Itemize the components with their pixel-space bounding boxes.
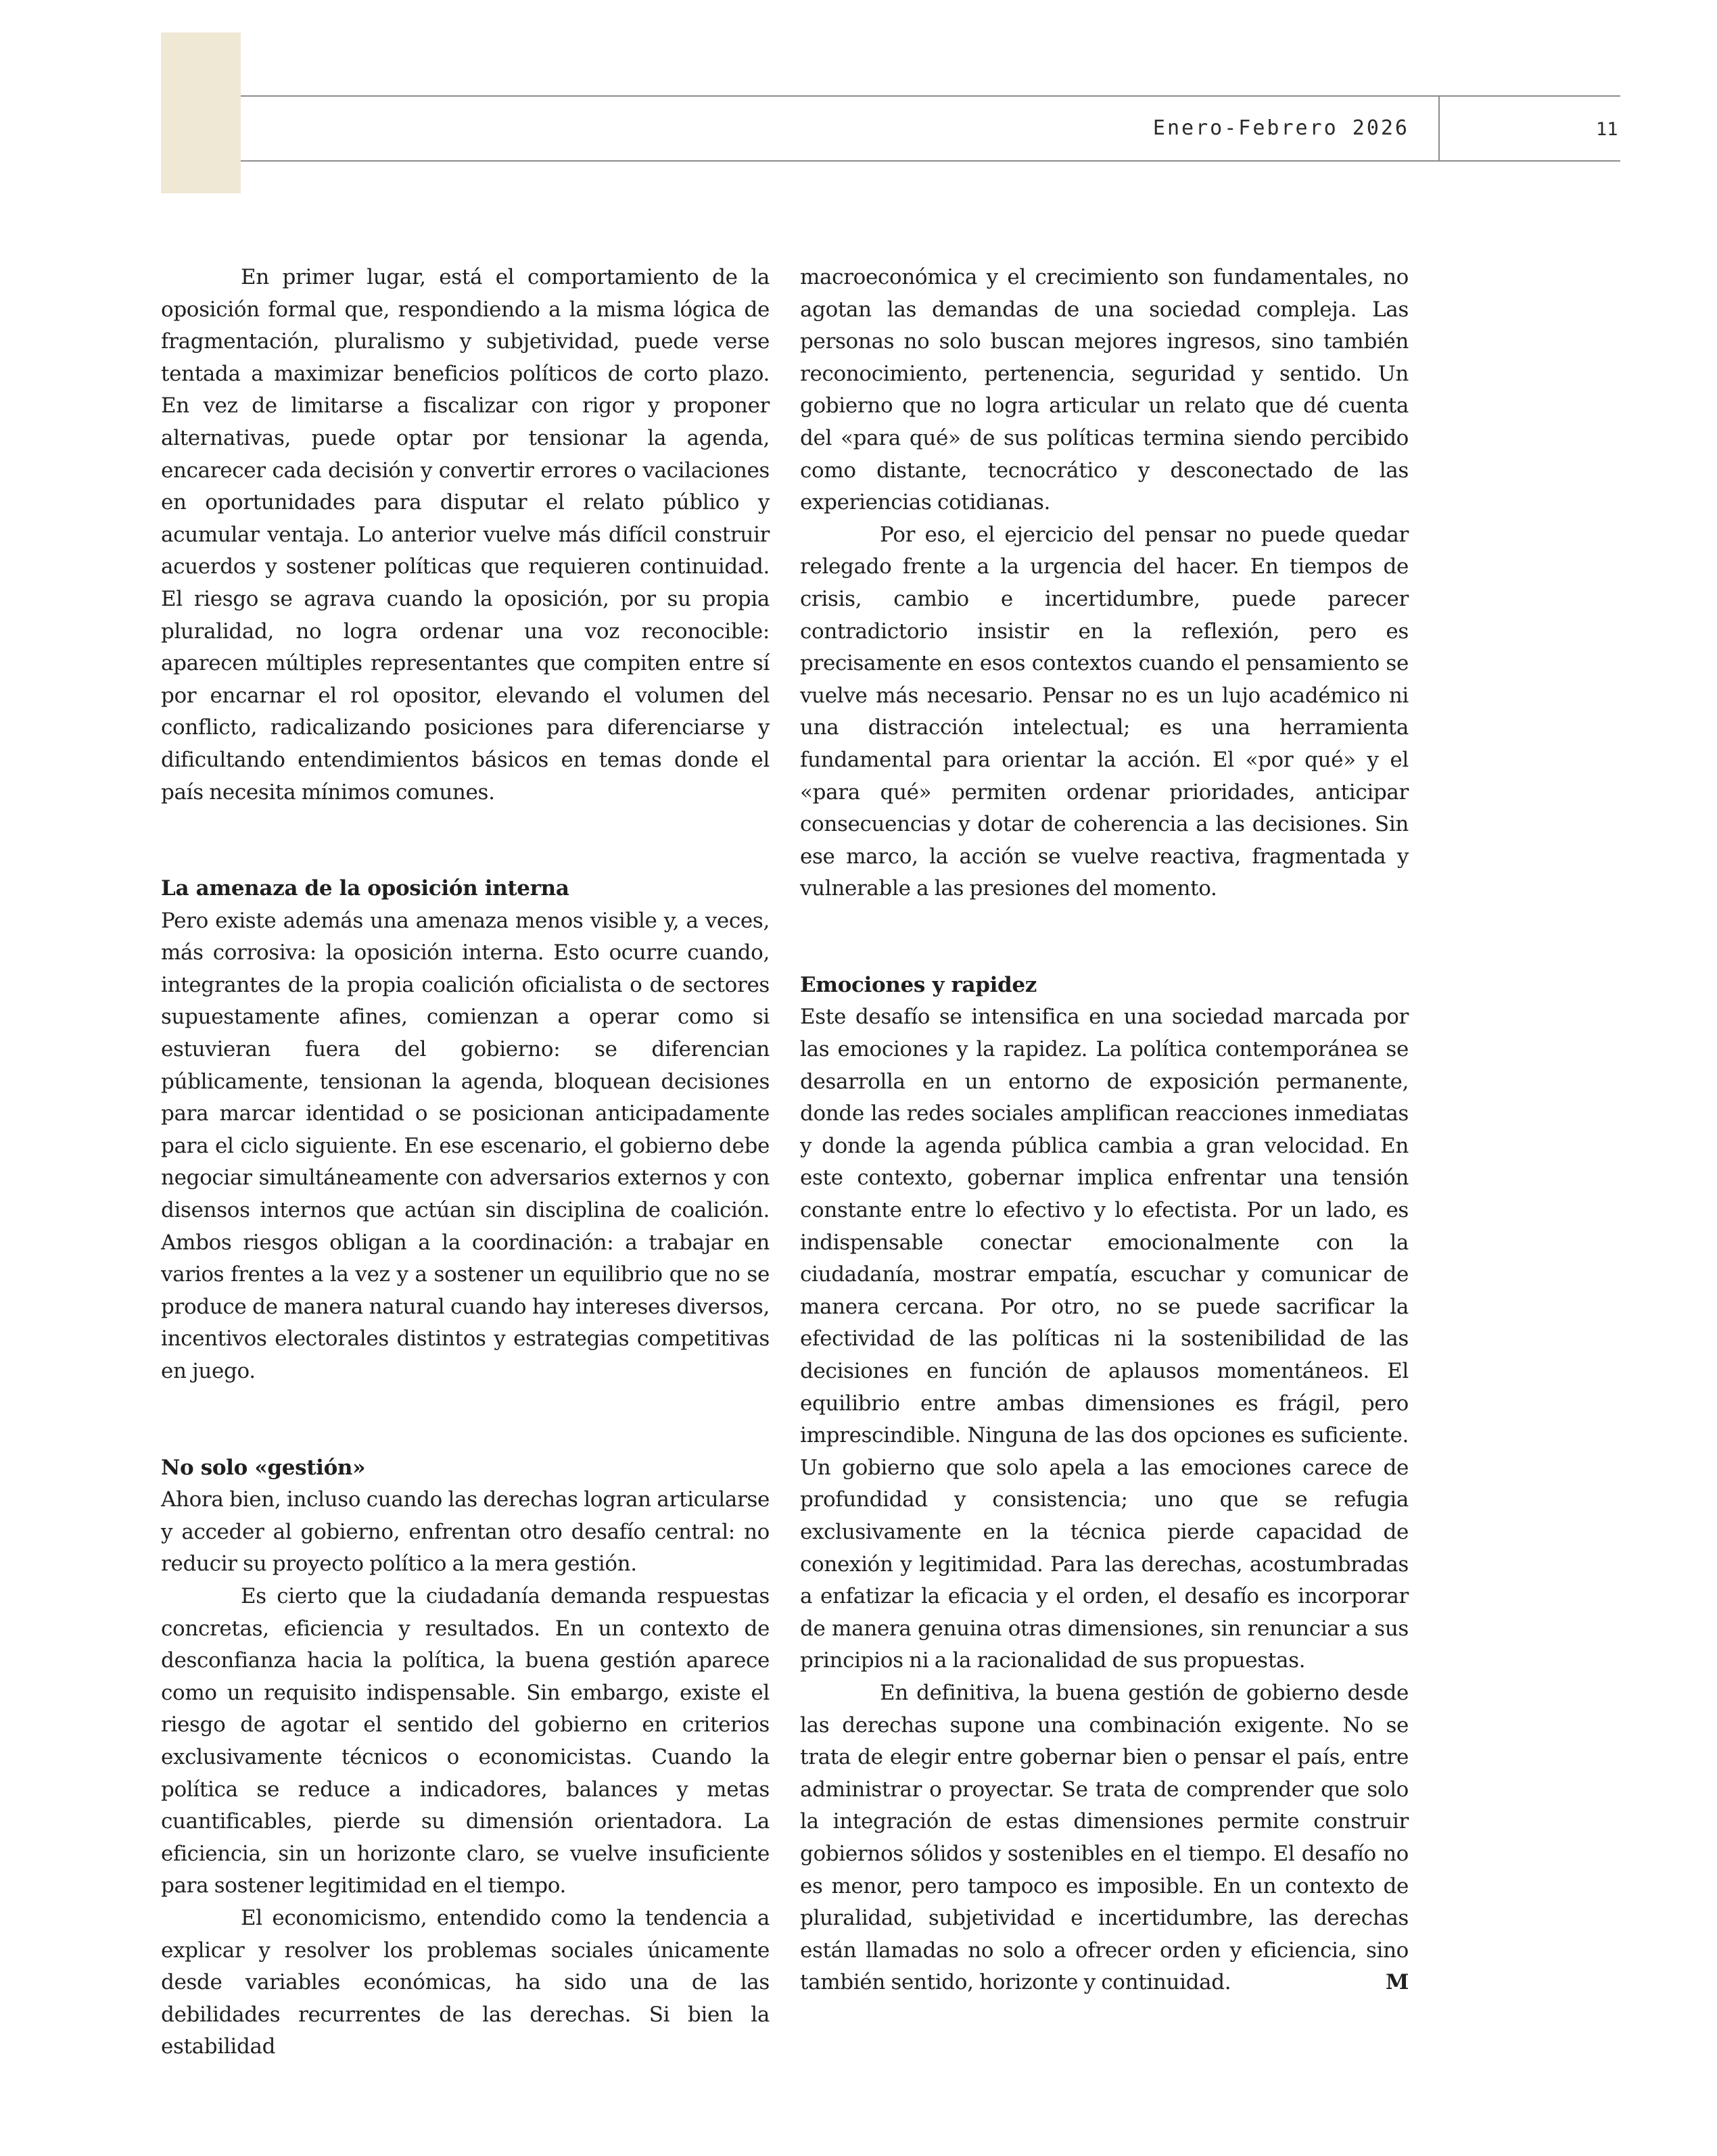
left-column xyxy=(161,262,770,2063)
paragraph-text: En definitiva, la buena gestión de gobierno desde las derechas supone una combinación exigente. No se trata de elegir entre gobernar bien o pensar el país, entre administrar o proyectar. Se trata de comprender que solo la integración de estas dimensiones permite construir gobiernos sólidos y sostenibles en el tiempo. El desafío no es menor, pero tampoco es imposible. En un contexto de pluralidad, subjetividad e incertidumbre, las derechas están llamadas no solo a ofrecer orden y eficiencia, sino también sentido, horizonte y continuidad. xyxy=(800,1680,1409,1995)
section-heading: Emociones y rapidez xyxy=(800,972,1037,997)
paragraph: En primer lugar, está el comportamiento de la oposición formal que, respondiendo a la misma lógica de fragmentación, pluralismo y subjetividad, puede verse tentada a maximizar beneficios políticos de corto plazo. En vez de limitarse a fiscalizar con rigor y proponer alternativas, puede optar por tensionar la agenda, encarecer cada decisión y convertir errores o vacilaciones en oportunidades para disputar el relato público y acumular ventaja. Lo anterior vuelve más difícil construir acuerdos y sostener políticas que requieren continuidad. El riesgo se agrava cuando la oposición, por su propia pluralidad, no logra ordenar una voz reconocible: aparecen múltiples representantes que compiten entre sí por encarnar el rol opositor, elevando el volumen del conflicto, radicalizando posiciones para diferenciarse y dificultando entendimientos básicos en temas donde el país necesita mínimos comunes. xyxy=(161,265,770,805)
right-column xyxy=(800,262,1409,1999)
paragraph: Pero existe además una amenaza menos visible y, a veces, más corrosiva: la oposición interna. Esto ocurre cuando, integrantes de la propia coalición oficialista o de sectores supuestamente afines, comienzan a operar como si estuvieran fuera del gobierno: se diferencian públicamente, tensionan la agenda, bloquean decisiones para marcar identidad o se posicionan anticipadamente para el ciclo siguiente. En ese escenario, el gobierno debe negociar simultáneamente con adversarios externos y con disensos internos que actúan sin disciplina de coalición. Ambos riesgos obligan a la coordinación: a trabajar en varios frentes a la vez y a sostener un equilibrio que no se produce de manera natural cuando hay intereses diversos, incentivos electorales distintos y estrategias competitivas en juego. xyxy=(161,908,770,1383)
section-heading: La amenaza de la oposición interna xyxy=(161,876,569,901)
paragraph: El economicismo, entendido como la tendencia a explicar y resolver los problemas sociales únicamente desde variables económicas, ha sido una de las debilidades recurrentes de las derechas. Si bien la estabilidad xyxy=(161,1905,770,2059)
end-mark: M xyxy=(1386,1970,1409,1995)
header-separator xyxy=(1438,95,1440,162)
page-number: 11 xyxy=(1596,119,1618,140)
header-rule-top xyxy=(241,95,1620,97)
paragraph: Es cierto que la ciudadanía demanda respuestas concretas, eficiencia y resultados. En un contexto de desconfianza hacia la política, la buena gestión aparece como un requisito indispensable. Sin embargo, existe el riesgo de agotar el sentido del gobierno en criterios exclusivamente técnicos o economicistas. Cuando la política se reduce a indicadores, balances y metas cuantificables, pierde su dimensión orientadora. La eficiencia, sin un horizonte claro, se vuelve insuficiente para sostener legitimidad en el tiempo. xyxy=(161,1583,770,1898)
paragraph: macroeconómica y el crecimiento son fundamentales, no agotan las demandas de una sociedad compleja. Las personas no solo buscan mejores ingresos, sino también reconocimiento, pertenencia, seguridad y sentido. Un gobierno que no logra articular un relato que dé cuenta del «para qué» de sus políticas termina siendo percibido como distante, tecnocrático y desconectado de las experiencias cotidianas. xyxy=(800,265,1409,515)
paragraph: Este desafío se intensifica en una sociedad marcada por las emociones y la rapidez. La política contemporánea se desarrolla en un entorno de exposición permanente, donde las redes sociales amplifican reacciones inmediatas y donde la agenda pública cambia a gran velocidad. En este contexto, gobernar implica enfrentar una tensión constante entre lo efectivo y lo efectista. Por un lado, es indispensable conectar emocionalmente con la ciudadanía, mostrar empatía, escuchar y comunicar de manera cercana. Por otro, no se puede sacrificar la efectividad de las políticas ni la sostenibilidad de las decisiones en función de aplausos momentáneos. El equilibrio entre ambas dimensiones es frágil, pero imprescindible. Ninguna de las dos opciones es suficiente. Un gobierno que solo apela a las emociones carece de profundidad y consistencia; uno que se refugia exclusivamente en la técnica pierde capacidad de conexión y legitimidad. Para las derechas, acostumbradas a enfatizar la eficacia y el orden, el desafío es incorporar de manera genuina otras dimensiones, sin renunciar a sus principios ni a la racionalidad de sus propuestas. xyxy=(800,1005,1409,1673)
color-tab xyxy=(161,32,241,193)
paragraph: Por eso, el ejercicio del pensar no puede quedar relegado frente a la urgencia del hacer. En tiempos de crisis, cambio e incertidumbre, puede parecer contradictorio insistir en la reflexión, pero es precisamente en esos contextos cuando el pensamiento se vuelve más necesario. Pensar no es un lujo académico ni una distracción intelectual; es una herramienta fundamental para orientar la acción. El «por qué» y el «para qué» permiten ordenar prioridades, anticipar consecuencias y dotar de coherencia a las decisiones. Sin ese marco, la acción se vuelve reactiva, fragmentada y vulnerable a las presiones del momento. xyxy=(800,522,1409,901)
issue-date: Enero-Febrero 2026 xyxy=(1152,116,1409,140)
header-rule-bottom xyxy=(241,160,1620,162)
last-paragraph xyxy=(800,1677,1409,1999)
paragraph: Ahora bien, incluso cuando las derechas logran articularse y acceder al gobierno, enfrentan otro desafío central: no reducir su proyecto político a la mera gestión. xyxy=(161,1487,770,1577)
section-heading: No solo «gestión» xyxy=(161,1455,366,1480)
